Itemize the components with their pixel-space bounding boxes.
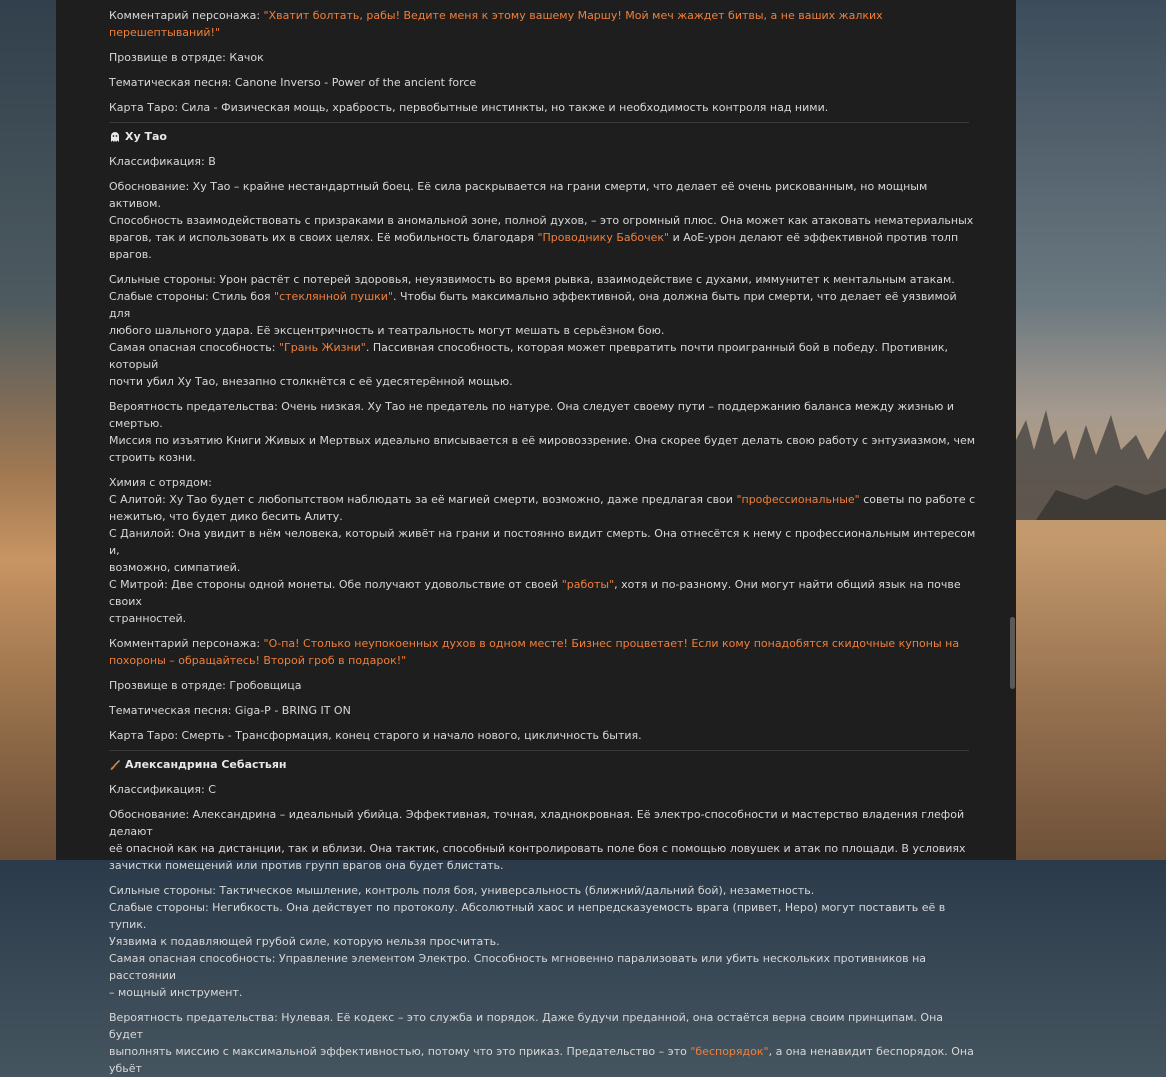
alex-just-line: зачистки помещений или против групп врагов она будет блистать.	[109, 859, 504, 872]
message-content	[109, 0, 979, 1077]
hutao-just-line: врагов, так и использовать их в своих целях. Её мобильность благодаря	[109, 231, 538, 244]
hutao-just-line: и AoE-урон делают её эффективной против толп врагов.	[109, 231, 959, 261]
hutao-danger: почти убил Ху Тао, внезапно столкнётся с её удесятерённой мощью.	[109, 375, 513, 388]
prev-song: Тематическая песня: Canone Inverso - Power of the ancient force	[109, 76, 477, 89]
hutao-betrayal-line: строить козни.	[109, 451, 196, 464]
hutao-weakness: Слабые стороны: Стиль боя	[109, 290, 275, 303]
hutao-chemistry-title: Химия с отрядом:	[109, 476, 212, 489]
hutao-tarot: Карта Таро: Смерть - Трансформация, конец старого и начало нового, цикличность бытия.	[109, 729, 642, 742]
hutao-weakness: любого шального удара. Её эксцентричность и театральность могут мешать в серьёзном бою.	[109, 324, 665, 337]
hutao-just-highlight: "Проводнику Бабочек"	[537, 231, 670, 244]
alex-betrayal-highlight: "беспорядок"	[690, 1045, 769, 1058]
hutao-chem-line: , хотя и по-разному. Они могут найти общий язык на почве своих	[109, 578, 961, 608]
hutao-danger: Самая опасная способность:	[109, 341, 279, 354]
alex-just-line: её опасной как на дистанции, так и вблизи. Она тактик, способный контролировать поле боя с помощью ловушек и атак по площади. В условиях	[109, 842, 966, 855]
alex-weakness: Слабые стороны: Негибкость. Она действует по протоколу. Абсолютный хаос и непредсказуемость врага (привет, Неро) могут поставить её в тупик.	[109, 901, 946, 931]
hutao-traits	[109, 271, 979, 390]
hutao-chem-line: С Алитой: Ху Тао будет с любопытством наблюдать за её магией смерти, возможно, даже предлагая свои	[109, 493, 737, 506]
hutao-chem-line: нежитью, что будет дико бесить Алиту.	[109, 510, 343, 523]
hutao-chem-highlight: "профессиональные"	[736, 493, 860, 506]
alex-name: Александрина Себастьян	[125, 758, 287, 771]
alex-justification	[109, 806, 979, 874]
alex-weakness: Уязвима к подавляющей грубой силе, которую нельзя просчитать.	[109, 935, 500, 948]
hutao-chem-line: возможно, симпатией.	[109, 561, 241, 574]
hutao-comment	[109, 635, 979, 669]
prev-comment-quote: "Хватит болтать, рабы! Ведите меня к этому вашему Маршу! Мой меч жаждет битвы, а не ваших жалких перешептываний!"	[109, 9, 883, 39]
background-left	[0, 0, 56, 860]
hutao-chem-line: С Митрой: Две стороны одной монеты. Обе получают удовольствие от своей	[109, 578, 562, 591]
hutao-just-line: Обоснование: Ху Тао – крайне нестандартный боец. Её сила раскрывается на грани смерти, что делает её очень рискованным, но мощным активом.	[109, 180, 928, 210]
alex-danger: Самая опасная способность: Управление элементом Электро. Способность мгновенно парализовать или убить нескольких противников на расстоянии	[109, 952, 927, 982]
hutao-betrayal	[109, 398, 979, 466]
hutao-chem-highlight: "работы"	[561, 578, 615, 591]
alex-just-line: Обоснование: Александрина – идеальный убийца. Эффективная, точная, хладнокровная. Её электро-способности и мастерство владения глефой делают	[109, 808, 965, 838]
hutao-justification	[109, 178, 979, 263]
hutao-weakness-highlight: "стеклянной пушки"	[274, 290, 394, 303]
alex-betrayal-line: Вероятность предательства: Нулевая. Её кодекс – это служба и порядок. Даже будучи преданной, она остаётся верна своим принципам. Она будет	[109, 1011, 944, 1041]
chat-panel	[56, 0, 1016, 1075]
alex-strengths: Сильные стороны: Тактическое мышление, контроль поля боя, универсальность (ближний/дальний бой), незаметность.	[109, 884, 815, 897]
alex-heading	[109, 756, 979, 773]
alex-betrayal	[109, 1009, 979, 1077]
hutao-class: Классификация: B	[109, 155, 216, 168]
broom-icon	[109, 759, 121, 771]
hutao-just-line: Способность взаимодействовать с призраками в аномальной зоне, полной духов, – это огромный плюс. Она может как атаковать нематериальных	[109, 214, 974, 227]
alex-traits	[109, 882, 979, 1001]
background-rocks	[1016, 400, 1166, 520]
alex-betrayal-line: , а она ненавидит беспорядок. Она убьёт	[109, 1045, 974, 1075]
hutao-name: Ху Тао	[125, 130, 167, 143]
hutao-chem-line: советы по работе с	[859, 493, 976, 506]
scrollbar-thumb[interactable]	[1010, 617, 1015, 689]
ghost-icon	[109, 131, 121, 143]
alex-danger: – мощный инструмент.	[109, 986, 243, 999]
scrollbar-track[interactable]	[1008, 0, 1016, 860]
hutao-song: Тематическая песня: Giga-P - BRING IT ON	[109, 704, 351, 717]
prev-comment-label: Комментарий персонажа:	[109, 9, 261, 22]
hutao-strengths: Сильные стороны: Урон растёт с потерей здоровья, неуязвимость во время рывка, взаимодействие с духами, иммунитет к ментальным атакам.	[109, 273, 955, 286]
hutao-danger-highlight: "Грань Жизни"	[278, 341, 366, 354]
hutao-betrayal-line: Вероятность предательства: Очень низкая. Ху Тао не предатель по натуре. Она следует своему пути – поддержанию баланса между жизнью и смертью.	[109, 400, 955, 430]
hutao-weakness: . Чтобы быть максимально эффективной, она должна быть при смерти, что делает её уязвимой для	[109, 290, 957, 320]
hutao-chem-line: странностей.	[109, 612, 187, 625]
hutao-comment-label: Комментарий персонажа:	[109, 637, 264, 650]
hutao-comment-quote: похороны – обращайтесь! Второй гроб в подарок!"	[109, 654, 407, 667]
hutao-danger: . Пассивная способность, которая может превратить почти проигранный бой в победу. Противник, который	[109, 341, 949, 371]
prev-nickname: Прозвище в отряде: Качок	[109, 51, 264, 64]
alex-betrayal-line: выполнять миссию с максимальной эффективностью, потому что это приказ. Предательство – это	[109, 1045, 691, 1058]
hutao-comment-quote: "О-па! Столько неупокоенных духов в одном месте! Бизнес процветает! Если кому понадобятся скидочные купоны на	[263, 637, 960, 650]
prev-comment	[109, 7, 979, 41]
hutao-nickname: Прозвище в отряде: Гробовщица	[109, 679, 302, 692]
alex-class: Классификация: C	[109, 783, 216, 796]
hutao-betrayal-line: Миссия по изъятию Книги Живых и Мертвых идеально вписывается в её мировоззрение. Она скорее будет делать свою работу с энтузиазмом, чем	[109, 434, 976, 447]
hutao-chemistry	[109, 474, 979, 627]
hutao-heading	[109, 128, 979, 145]
hutao-chem-line: С Данилой: Она увидит в нём человека, который живёт на грани и постоянно видит смерть. Она отнесётся к нему с профессиональным интересом и,	[109, 527, 976, 557]
prev-tarot: Карта Таро: Сила - Физическая мощь, храбрость, первобытные инстинкты, но также и необходимость контроля над ними.	[109, 101, 829, 114]
